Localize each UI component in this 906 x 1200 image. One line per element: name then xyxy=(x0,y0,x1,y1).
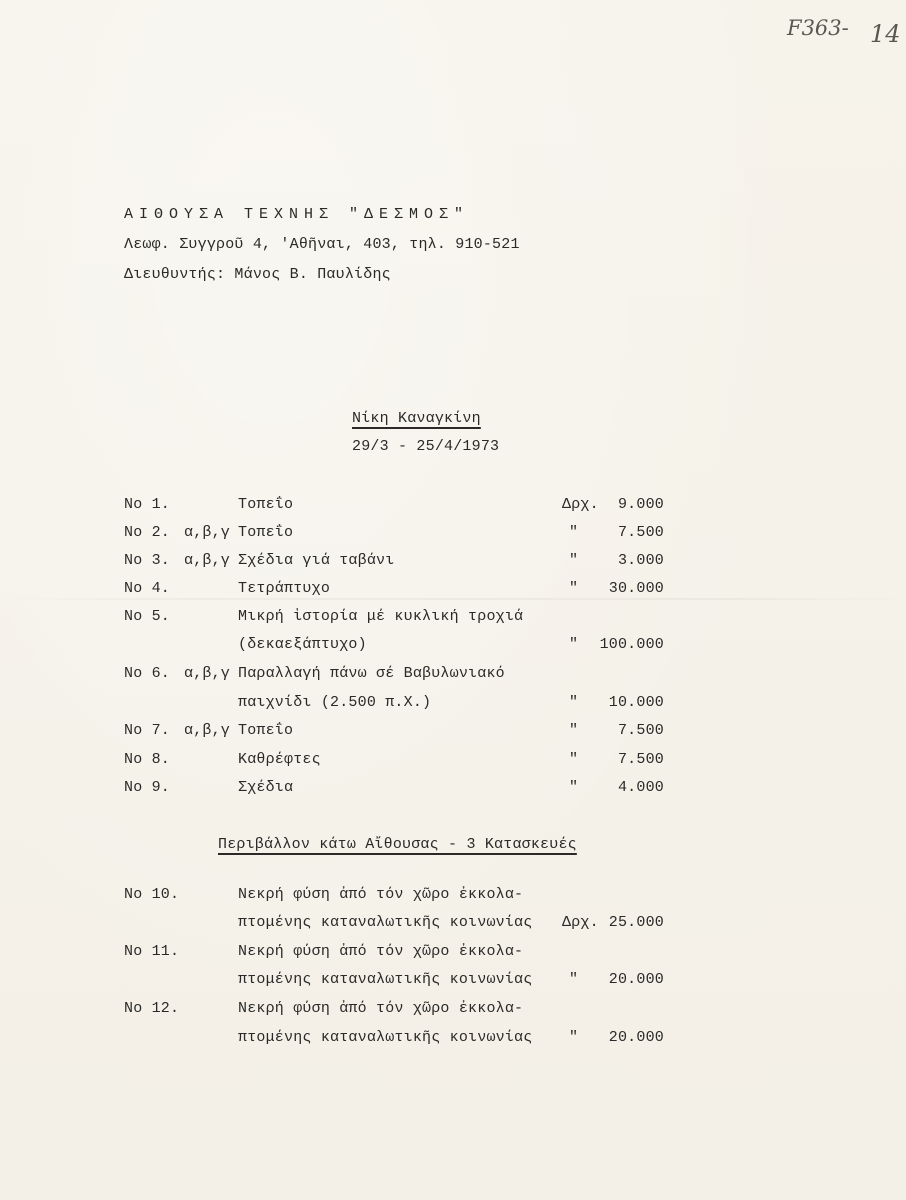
construction-currency: " xyxy=(569,971,579,988)
work-currency: " xyxy=(569,524,579,541)
work-title: παιχνίδι (2.500 π.Χ.) xyxy=(238,694,432,711)
work-currency: " xyxy=(569,779,579,796)
work-title: Μικρή ἱστορία μέ κυκλική τροχιά xyxy=(238,608,524,625)
handwritten-page-number: 14 xyxy=(870,20,901,48)
work-number: No 9. xyxy=(124,779,171,796)
work-price: 4.000 xyxy=(617,779,664,796)
work-price: 3.000 xyxy=(617,552,664,569)
work-title: Παραλλαγή πάνω σέ Βαβυλωνιακό xyxy=(238,665,505,682)
construction-number: No 11. xyxy=(124,943,180,960)
section-title: Περιβάλλον κάτω Αἴθουσας - 3 Κατασκευές xyxy=(218,836,577,853)
handwritten-reference: F363- xyxy=(787,16,849,40)
work-price: 7.500 xyxy=(617,751,664,768)
construction-price: 20.000 xyxy=(608,1029,664,1046)
work-number: No 3. xyxy=(124,552,171,569)
work-price: 30.000 xyxy=(608,580,664,597)
work-price: 10.000 xyxy=(608,694,664,711)
construction-currency: Δρχ. xyxy=(562,914,599,931)
work-title: Καθρέφτες xyxy=(238,751,321,768)
work-currency: " xyxy=(569,751,579,768)
work-number: No 6. xyxy=(124,665,171,682)
construction-title: πτομένης καταναλωτικῆς κοινωνίας xyxy=(238,971,533,988)
letterhead-address: Λεωφ. Συγγροῦ 4, 'Αθῆναι, 403, τηλ. 910-521 xyxy=(124,236,520,253)
construction-currency: " xyxy=(569,1029,579,1046)
construction-title: Νεκρή φύση ἀπό τόν χῶρο ἐκκολα- xyxy=(238,1000,524,1017)
work-currency: " xyxy=(569,722,579,739)
work-number: No 7. xyxy=(124,722,171,739)
work-title: Τετράπτυχο xyxy=(238,580,331,597)
work-currency: " xyxy=(569,552,579,569)
work-title: Τοπεΐο xyxy=(238,722,294,739)
work-title: Τοπεΐο xyxy=(238,524,294,541)
construction-number: No 10. xyxy=(124,886,180,903)
construction-title: Νεκρή φύση ἀπό τόν χῶρο ἐκκολα- xyxy=(238,943,524,960)
letterhead-gallery-name: ΑΙΘΟΥΣΑ ΤΕΧΝΗΣ "ΔΕΣΜΟΣ" xyxy=(124,206,470,223)
work-number: No 5. xyxy=(124,608,171,625)
work-price: 100.000 xyxy=(599,636,664,653)
paper-fold-line xyxy=(0,598,906,600)
exhibition-dates: 29/3 - 25/4/1973 xyxy=(352,438,500,455)
letterhead-director: Διευθυντής: Μάνος Β. Παυλίδης xyxy=(124,266,391,283)
work-number: No 2. xyxy=(124,524,171,541)
work-title: (δεκαεξάπτυχο) xyxy=(238,636,367,653)
construction-price: 20.000 xyxy=(608,971,664,988)
work-price: 7.500 xyxy=(617,722,664,739)
work-price: 9.000 xyxy=(617,496,664,513)
work-currency: Δρχ. xyxy=(562,496,599,513)
work-variants: α,β,γ xyxy=(184,722,231,739)
work-title: Σχέδια γιά ταβάνι xyxy=(238,552,395,569)
work-price: 7.500 xyxy=(617,524,664,541)
construction-number: No 12. xyxy=(124,1000,180,1017)
construction-title: πτομένης καταναλωτικῆς κοινωνίας xyxy=(238,914,533,931)
work-variants: α,β,γ xyxy=(184,552,231,569)
work-number: No 4. xyxy=(124,580,171,597)
exhibition-artist: Νίκη Καναγκίνη xyxy=(352,410,481,427)
work-variants: α,β,γ xyxy=(184,665,231,682)
construction-title: πτομένης καταναλωτικῆς κοινωνίας xyxy=(238,1029,533,1046)
work-currency: " xyxy=(569,580,579,597)
work-title: Τοπεΐο xyxy=(238,496,294,513)
work-number: No 8. xyxy=(124,751,171,768)
construction-title: Νεκρή φύση ἀπό τόν χῶρο ἐκκολα- xyxy=(238,886,524,903)
work-number: No 1. xyxy=(124,496,171,513)
construction-price: 25.000 xyxy=(608,914,664,931)
work-variants: α,β,γ xyxy=(184,524,231,541)
work-currency: " xyxy=(569,694,579,711)
work-title: Σχέδια xyxy=(238,779,294,796)
work-currency: " xyxy=(569,636,579,653)
